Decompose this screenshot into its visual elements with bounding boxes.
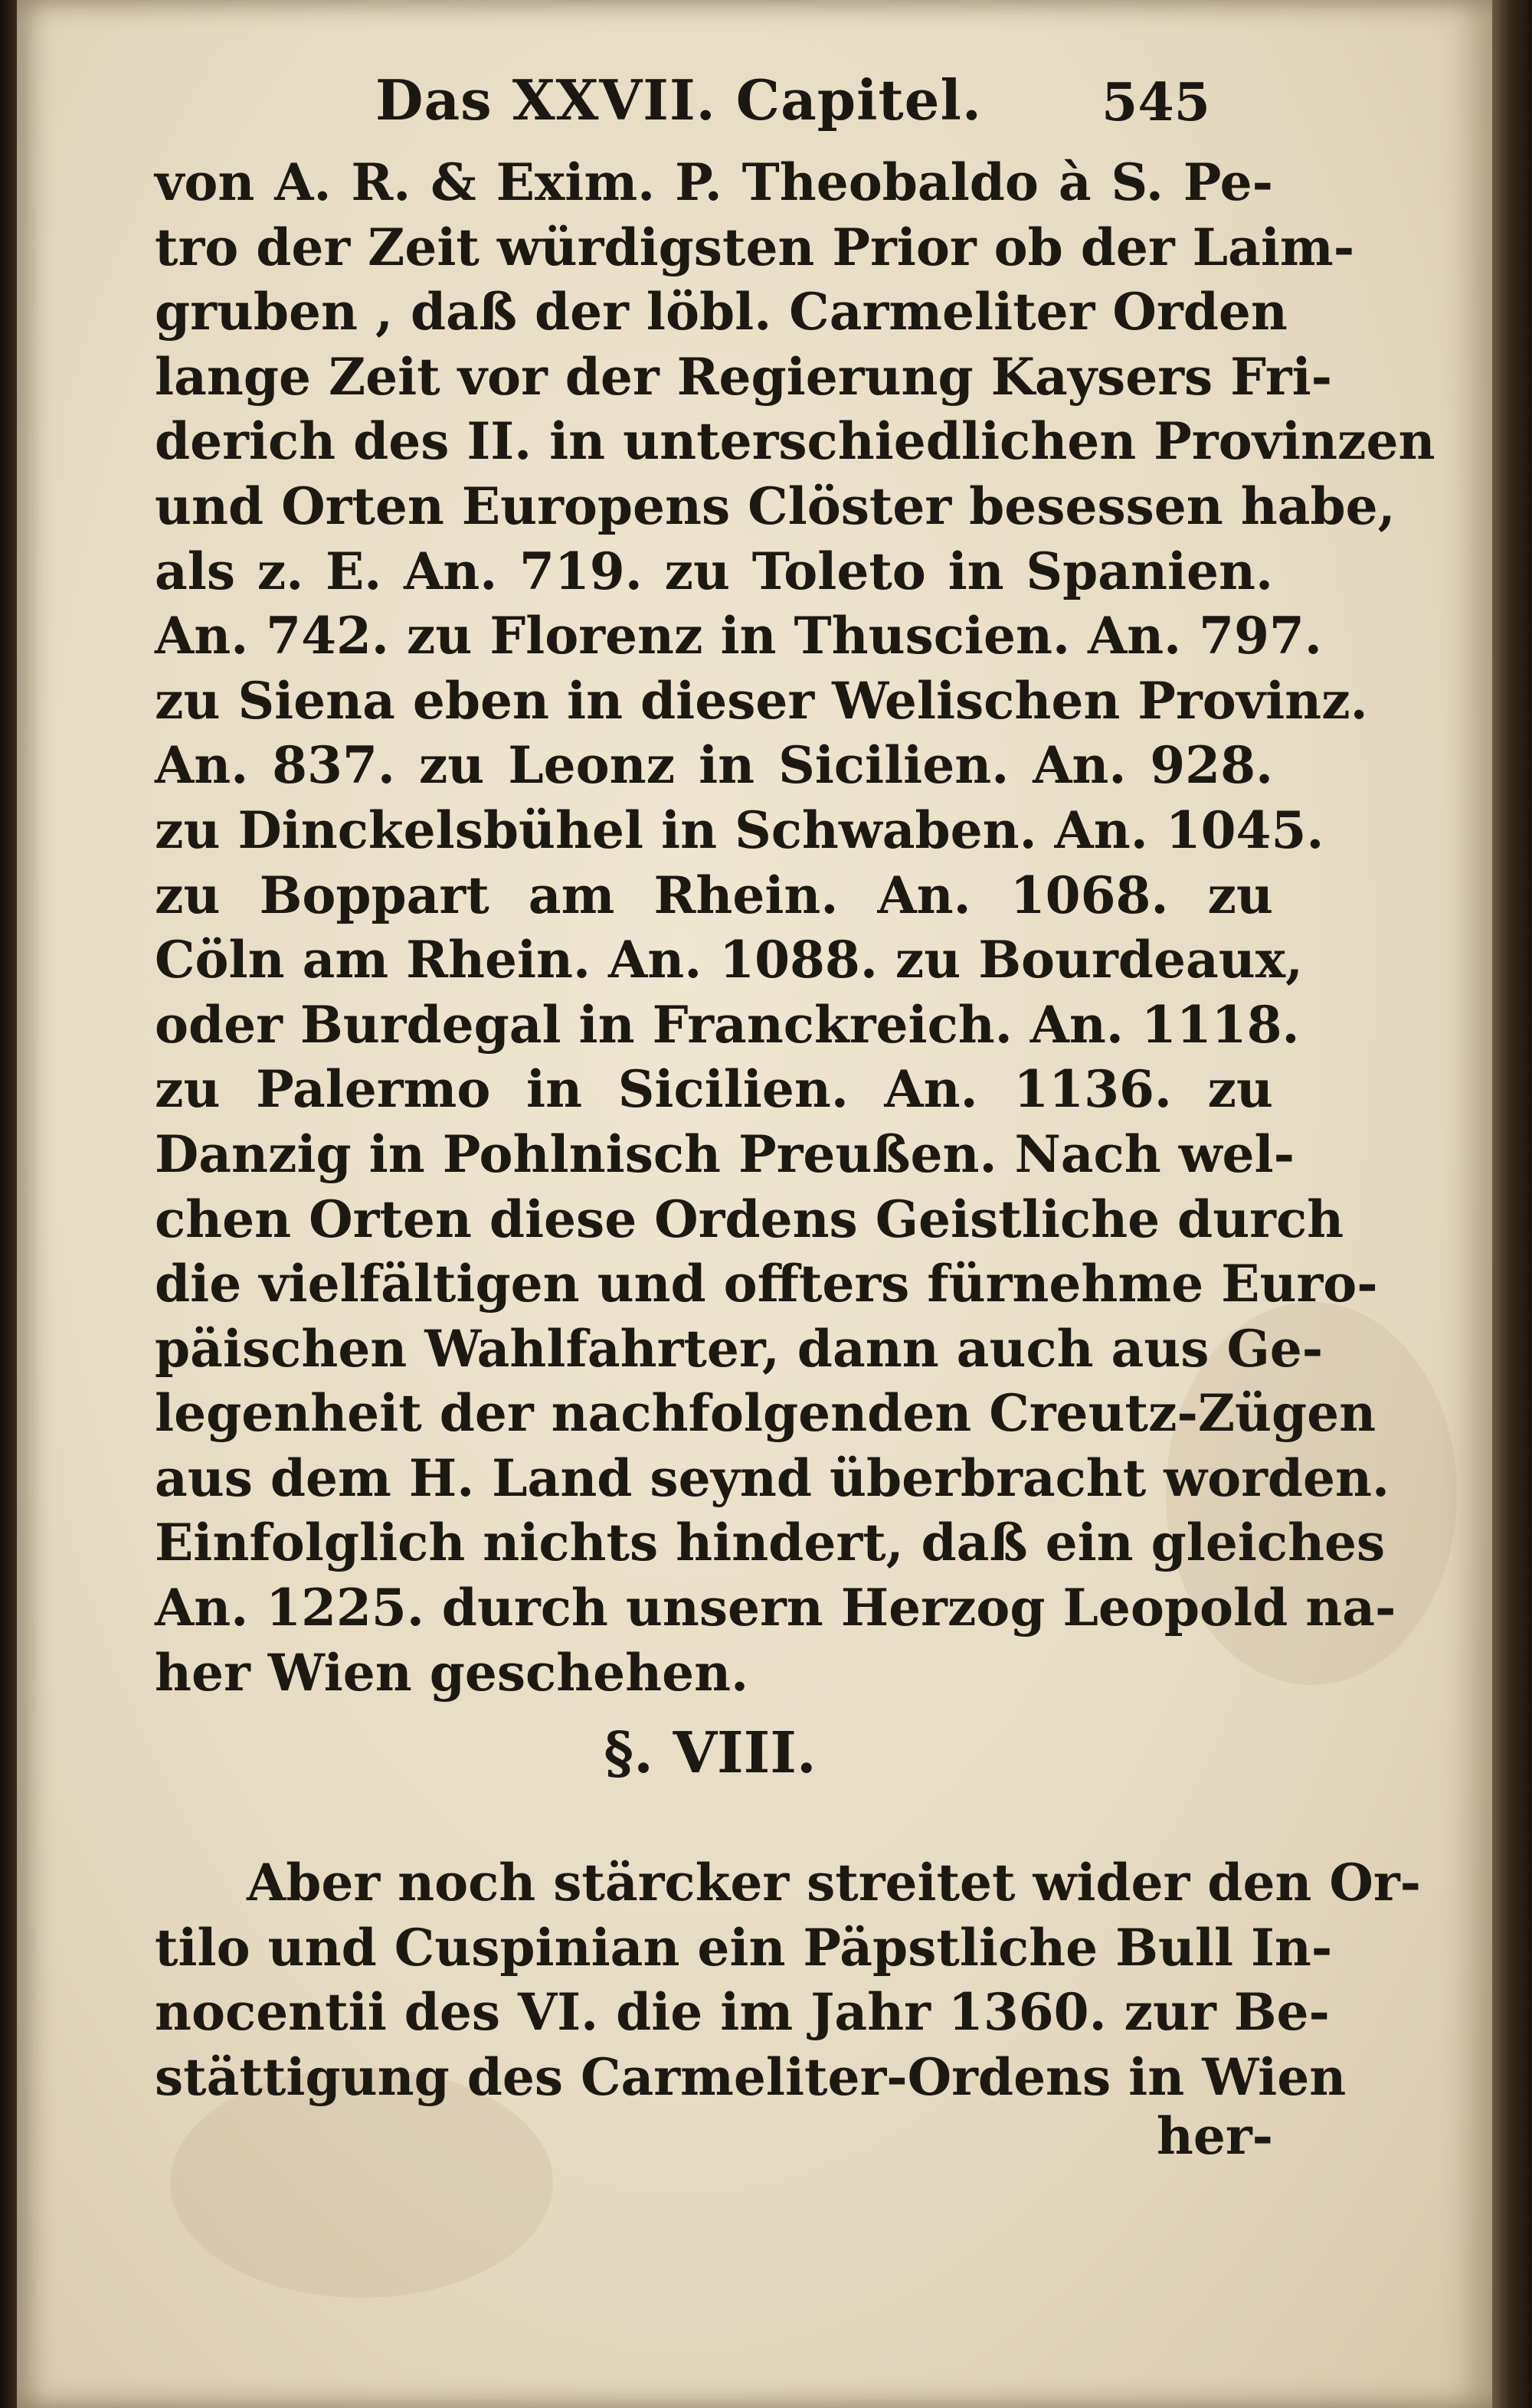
text-line: An. 742. zu Florenz in Thuscien. An. 797. [155, 606, 1322, 666]
text-line: Cöln am Rhein. An. 1088. zu Bourdeaux, [155, 930, 1304, 990]
paragraph-1 [155, 150, 1435, 1705]
text-line: als z. E. An. 719. zu Toleto in Spanien. [155, 541, 1273, 601]
text-line: und Orten Europens Clöster besessen habe, [155, 476, 1396, 536]
text-line: tro der Zeit würdigsten Prior ob der Laim- [155, 217, 1355, 277]
text-line: zu Siena eben in dieser Welischen Provinz. [155, 670, 1368, 731]
text-line: tilo und Cuspinian ein Päpstliche Bull In- [155, 1917, 1333, 1978]
book-fore-edge [1492, 0, 1532, 2408]
text-line: päischen Wahlfahrter, dann auch aus Ge- [155, 1318, 1324, 1379]
page-header [375, 67, 1210, 152]
page-sheet [17, 0, 1495, 2408]
text-line: An. 837. zu Leonz in Sicilien. An. 928. [155, 735, 1273, 796]
text-line: her Wien geschehen. [155, 1642, 749, 1703]
text-line: Danzig in Pohlnisch Preußen. Nach wel- [155, 1124, 1295, 1184]
page-number: 545 [1102, 72, 1210, 133]
section-heading: §. VIII. [604, 1720, 817, 1786]
text-line: stättigung des Carmeliter-Ordens in Wien [155, 2046, 1347, 2107]
text-line: derich des II. in unterschiedlichen Provinzen [155, 411, 1435, 472]
text-line: die vielfältigen und offters fürnehme Euro- [155, 1254, 1378, 1314]
text-line: chen Orten diese Ordens Geistliche durch [155, 1189, 1344, 1249]
text-line: nocentii des VI. die im Jahr 1360. zur Be- [155, 1982, 1330, 2043]
text-line: zu Dinckelsbühel in Schwaben. An. 1045. [155, 800, 1324, 860]
text-line: zu Boppart am Rhein. An. 1068. zu [155, 865, 1273, 925]
catchword: her- [1156, 2106, 1273, 2166]
text-line: An. 1225. durch unsern Herzog Leopold na- [155, 1578, 1396, 1638]
text-line: oder Burdegal in Franckreich. An. 1118. [155, 994, 1300, 1055]
text-line: legenheit der nachfolgenden Creutz-Zügen [155, 1383, 1377, 1444]
book-gutter-edge [0, 0, 18, 2408]
text-line: Aber noch stärcker streitet wider den Or- [247, 1853, 1422, 1912]
text-line: von A. R. & Exim. P. Theobaldo à S. Pe- [155, 152, 1273, 212]
running-title: Das XXVII. Capitel. [375, 67, 982, 133]
text-line: aus dem H. Land seynd überbracht worden. [155, 1448, 1390, 1508]
text-line: zu Palermo in Sicilien. An. 1136. zu [155, 1059, 1273, 1120]
text-line: gruben , daß der löbl. Carmeliter Orden [155, 282, 1288, 342]
text-line: Einfolglich nichts hindert, daß ein gleiches [155, 1513, 1386, 1573]
paragraph-2 [155, 1850, 1422, 2109]
text-line: lange Zeit vor der Regierung Kaysers Fri- [155, 346, 1333, 407]
